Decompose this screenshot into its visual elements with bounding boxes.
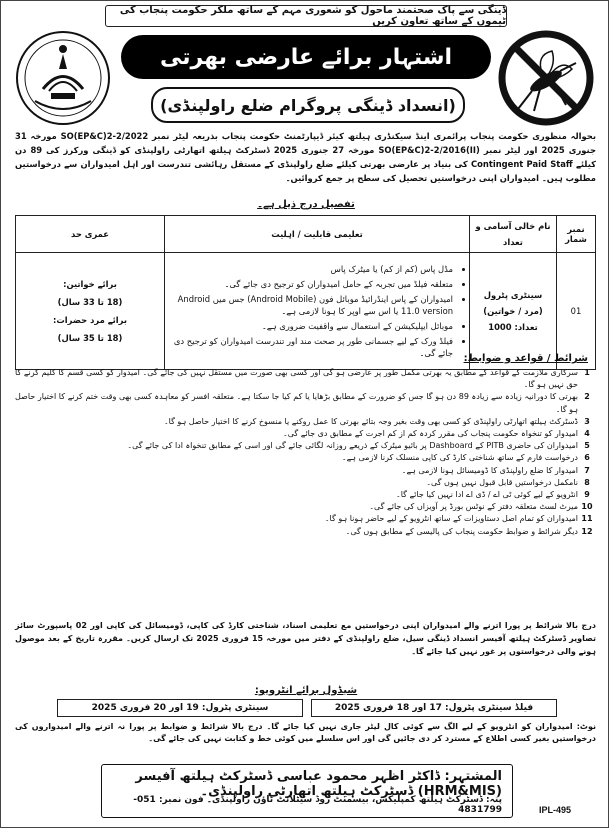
list-item bbox=[15, 477, 596, 489]
list-item: • امیدواران کے پاس اینڈرائیڈ موبائل فون (Android Mobile) جس میں Android 11.0 version یا اس سے اوپر کا ہونا لازمی ہے۔ bbox=[169, 293, 453, 317]
condition-text: امیدوار کو تنخواہ حکومت پنجاب کی مقرر کردہ کم از کم اجرت کے مطابق دی جائے گی۔ bbox=[283, 429, 578, 439]
condition-text: ڈسٹرکٹ ہیلتھ اتھارٹی راولپنڈی کو کسی بھی وقت بغیر وجہ بتائے بھرتی کا عمل روکنے یا منسوخ کرنے کا اختیار حاصل ہو گا۔ bbox=[163, 416, 578, 426]
list-item bbox=[15, 526, 596, 538]
condition-number: 6 bbox=[584, 453, 590, 463]
page-subtitle: (انسداد ڈینگی پروگرام ضلع راولپنڈی) bbox=[151, 87, 465, 123]
condition-number: 9 bbox=[584, 490, 590, 500]
condition-text: بھرتی کا دورانیہ زیادہ سے زیادہ 89 دن ہو گا جس کو ضرورت کے مطابق بڑھایا یا کم کیا جا سکتا ہے۔ متعلقہ افسر کو معاہدہ کسی بھی وقت ختم کرنے کا اختیار حاصل ہو گا۔ bbox=[15, 392, 578, 414]
row-number: 01 bbox=[557, 253, 596, 370]
age-female-label: برائے خواتین: bbox=[63, 279, 117, 289]
condition-text: نامکمل درخواستیں قابل قبول نہیں ہوں گی۔ bbox=[426, 477, 578, 487]
conditions-list bbox=[15, 367, 596, 538]
advertiser-box bbox=[101, 764, 513, 818]
age-male: (18 تا 35 سال) bbox=[57, 333, 123, 343]
table-header-row bbox=[16, 216, 596, 253]
qualification-list bbox=[169, 263, 465, 359]
post-gender: (مرد / خواتین) bbox=[483, 306, 543, 316]
post-count: تعداد: 1000 bbox=[488, 322, 538, 332]
condition-text: درخواست فارم کے ساتھ شناختی کارڈ کی کاپی منسلک کرنا لازمی ہے۔ bbox=[341, 453, 578, 463]
condition-text: امیدواران کو تمام اصل دستاویزات کے ساتھ انٹرویو کے لیے حاضر ہونا ہو گا۔ bbox=[324, 514, 578, 524]
condition-number: 7 bbox=[584, 465, 590, 475]
condition-text: امیدوار کا ضلع راولپنڈی کا ڈومیسائل ہونا لازمی ہے۔ bbox=[401, 465, 578, 475]
age-cell bbox=[16, 253, 165, 370]
condition-number: 10 bbox=[581, 502, 593, 512]
list-item bbox=[15, 465, 596, 477]
list-item bbox=[15, 452, 596, 464]
condition-number: 1 bbox=[584, 368, 590, 377]
post-name: سینٹری پٹرول bbox=[483, 290, 543, 300]
table-heading: تفصیل درج ذیل ہے۔ bbox=[257, 199, 355, 210]
table-row bbox=[16, 253, 596, 370]
page-title: اشتہار برائے عارضی بھرتی bbox=[121, 35, 491, 79]
list-item bbox=[15, 489, 596, 501]
ipl-code: IPL-495 bbox=[539, 805, 572, 815]
header-age: عمری حد bbox=[16, 216, 165, 253]
schedule-title: شیڈول برائے انٹرویو: bbox=[254, 685, 358, 696]
advertiser-name: المشتہر: ڈاکٹر اظہر محمود عباسی ڈسٹرکٹ ہیلتھ آفیسر (HRM&MIS) ڈسٹرکٹ ہیلتھ اتھارٹی راولپنڈی۔ bbox=[135, 769, 502, 799]
condition-number: 5 bbox=[584, 441, 590, 451]
posts-table bbox=[15, 215, 596, 370]
age-female: (18 تا 33 سال) bbox=[57, 297, 123, 307]
condition-text: دیگر شرائط و ضوابط حکومت پنجاب کی پالیسی کے مطابق ہوں گی۔ bbox=[345, 526, 578, 536]
final-note: نوٹ: امیدواران کو انٹرویو کے لیے الگ سے کوئی کال لیٹر جاری نہیں کیا جائے گا۔ درج بالا شرائط و ضوابط پر پورا نہ اترنے والے امیدواروں کی درخواستیں بغیر کسی اطلاع کے مسترد کر دی جائیں گی اور اس سلسلے میں کوئی خط و کتابت نہیں کی جائے گی۔ bbox=[15, 722, 596, 743]
intro-paragraph: بحوالہ منظوری حکومت پنجاب پرائمری اینڈ سیکنڈری ہیلتھ کیئر ڈیپارٹمنٹ حکومت پنجاب بذریعہ لیٹر نمبر SO(EP&C)2-2/2022 مورخہ 31 جنوری 2025 اور لیٹر نمبر SO(EP&C)2-2/2016(II) مورخہ 27 جنوری 2025 ڈسٹرکٹ ہیلتھ اتھارٹی راولپنڈی کو ڈینگی ورکرز کی 89 دن کیلئے Contingent Paid Staff کی بنیاد پر عارضی بھرتی کیلئے ضلع راولپنڈی کے مستقل رہائشی تندرست اور اہل امیدواران سے درخواستیں مطلوب ہیں۔ امیدواران اپنی درخواستیں تحصیل کی سطح پر جمع کروائیں۔ bbox=[15, 131, 597, 183]
age-male-label: برائے مرد حضرات: bbox=[53, 315, 127, 325]
condition-text: سرکاری ملازمت کے قواعد کے مطابق یہ بھرتی مکمل طور پر عارضی ہو گی اور کسی بھی صورت میں مستقل نہیں کی جائے گی۔ امیدوار کو کسی قسم کا کلیم کرنے کا حق نہیں ہو گا۔ bbox=[15, 368, 578, 390]
list-item bbox=[15, 428, 596, 440]
condition-number: 8 bbox=[584, 477, 590, 487]
top-banner: ڈینگی سے پاک صحتمند ماحول کو شعوری مہم کے ساتھ ملکر حکومت پنجاب کی ٹیموں کے ساتھ تعاون کریں bbox=[105, 5, 507, 27]
condition-number: 3 bbox=[584, 416, 590, 426]
list-item bbox=[15, 367, 596, 391]
list-item bbox=[15, 416, 596, 428]
no-mosquito-icon bbox=[496, 29, 596, 127]
schedule-box-right: فیلڈ سینٹری پٹرول: 17 اور 18 فروری 2025 bbox=[311, 699, 557, 717]
submission-note: درج بالا شرائط پر پورا اترنے والے امیدواران اپنی درخواستیں مع تعلیمی اسناد، شناختی کارڈ کی کاپی، ڈومیسائل کی کاپی اور 02 پاسپورٹ سائز تصاویر ڈسٹرکٹ ہیلتھ آفیسر انسداد ڈینگی سیل، ضلع راولپنڈی کے دفتر میں مورخہ 15 فروری 2025 تک ارسال کریں۔ مقررہ تاریخ کے بعد موصول ہونے والی درخواستوں پر غور نہیں کیا جائے گا۔ bbox=[15, 621, 596, 656]
condition-number: 12 bbox=[581, 526, 593, 536]
conditions-title: شرائط / قواعد و ضوابط: bbox=[463, 353, 588, 364]
condition-number: 11 bbox=[581, 514, 593, 524]
schedule-box-left: سینٹری پٹرول: 19 اور 20 فروری 2025 bbox=[57, 699, 303, 717]
condition-number: 2 bbox=[584, 392, 590, 402]
list-item: • مڈل پاس (کم از کم) یا میٹرک پاس bbox=[169, 263, 453, 275]
list-item bbox=[15, 440, 596, 452]
punjab-government-logo-icon bbox=[13, 29, 113, 127]
condition-text: انٹرویو کے لیے کوئی ٹی اے / ڈی اے ادا نہیں کیا جائے گا۔ bbox=[396, 490, 578, 500]
list-item: • فیلڈ ورک کے لیے جسمانی طور پر صحت مند اور تندرست امیدواران کو ترجیح دی جائے گی۔ bbox=[169, 335, 453, 359]
header-no: نمبر شمار bbox=[557, 216, 596, 253]
list-item bbox=[15, 391, 596, 415]
list-item: • متعلقہ فیلڈ میں تجربہ کے حامل امیدواران کو ترجیح دی جائے گی۔ bbox=[169, 278, 453, 290]
list-item bbox=[15, 501, 596, 513]
condition-text: امیدواران کی حاضری PITB کے Dashboard پر بائیو میٹرک کے ذریعے روزانہ لگائی جائے گی اور اسی کے مطابق تنخواہ ادا کی جائے گی۔ bbox=[127, 441, 578, 451]
header-qualification: تعلیمی قابلیت / اہلیت bbox=[165, 216, 470, 253]
post-cell bbox=[470, 253, 557, 370]
interview-schedule bbox=[57, 699, 557, 717]
qualification-cell bbox=[165, 253, 470, 370]
header-post: نام خالی آسامی و تعداد bbox=[470, 216, 557, 253]
list-item bbox=[15, 513, 596, 525]
list-item: • موبائل ایپلیکیشن کے استعمال سے واقفیت ضروری ہے۔ bbox=[169, 320, 453, 332]
advertiser-address: پتہ: ڈسٹرکٹ ہیلتھ کمپلیکس، بیسمنٹ روڈ سیٹلائٹ ٹاؤن راولپنڈی۔ فون نمبر: 051-4831799 bbox=[133, 795, 502, 815]
condition-number: 4 bbox=[584, 429, 590, 439]
condition-text: میرٹ لسٹ متعلقہ دفتر کے نوٹس بورڈ پر آویزاں کی جائے گی۔ bbox=[369, 502, 578, 512]
